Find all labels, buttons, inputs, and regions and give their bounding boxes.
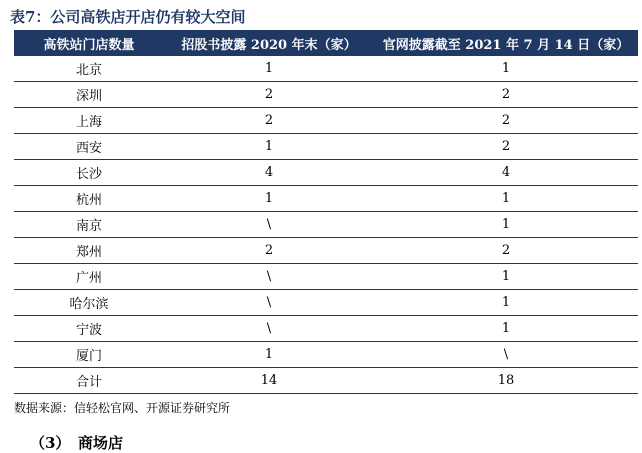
city-cell: 哈尔滨 [14,290,164,316]
table-row [14,290,638,316]
table-header-row [14,30,638,56]
value-2020-cell: 2 [164,108,374,134]
header-station-count: 高铁站门店数量 [14,30,164,56]
city-cell: 西安 [14,134,164,160]
city-cell: 南京 [14,212,164,238]
value-2020-cell: 1 [164,56,374,82]
table-row [14,56,638,82]
value-2021-cell: 2 [374,134,638,160]
value-2020-cell: \ [164,290,374,316]
value-2021-cell: 1 [374,264,638,290]
table-row [14,134,638,160]
value-2020-cell: 2 [164,238,374,264]
value-2021-cell: 2 [374,82,638,108]
value-2021-cell: 1 [374,212,638,238]
value-2021-cell: 1 [374,186,638,212]
table-row [14,238,638,264]
city-cell: 北京 [14,56,164,82]
next-section-heading: （3） 商场店 [30,434,123,452]
city-cell: 广州 [14,264,164,290]
value-2021-cell: 2 [374,108,638,134]
value-2021-cell: 1 [374,290,638,316]
total-2020-cell: 14 [164,368,374,394]
table-row [14,160,638,186]
table-row [14,186,638,212]
value-2020-cell: 1 [164,342,374,368]
city-cell: 宁波 [14,316,164,342]
city-cell: 长沙 [14,160,164,186]
value-2021-cell: 1 [374,316,638,342]
total-2021-cell: 18 [374,368,638,394]
header-2020: 招股书披露 2020 年末（家） [164,30,374,56]
city-cell: 深圳 [14,82,164,108]
table-row [14,108,638,134]
table-row [14,316,638,342]
city-cell: 上海 [14,108,164,134]
value-2020-cell: 1 [164,134,374,160]
table-row [14,82,638,108]
table-caption: 表7：公司高铁店开店仍有较大空间 [10,8,246,26]
table-row [14,212,638,238]
value-2020-cell: \ [164,316,374,342]
city-cell: 杭州 [14,186,164,212]
value-2020-cell: 4 [164,160,374,186]
city-cell: 郑州 [14,238,164,264]
value-2021-cell: 2 [374,238,638,264]
value-2020-cell: \ [164,212,374,238]
table-total-row [14,368,638,394]
value-2021-cell: \ [374,342,638,368]
value-2021-cell: 1 [374,56,638,82]
value-2020-cell: 2 [164,82,374,108]
value-2021-cell: 4 [374,160,638,186]
header-2021: 官网披露截至 2021 年 7 月 14 日（家） [374,30,638,56]
table-row [14,264,638,290]
value-2020-cell: 1 [164,186,374,212]
city-cell: 厦门 [14,342,164,368]
store-count-table [14,30,638,394]
data-source-note: 数据来源：信轻松官网、开源证券研究所 [14,401,231,415]
table-row [14,342,638,368]
value-2020-cell: \ [164,264,374,290]
total-label-cell: 合计 [14,368,164,394]
